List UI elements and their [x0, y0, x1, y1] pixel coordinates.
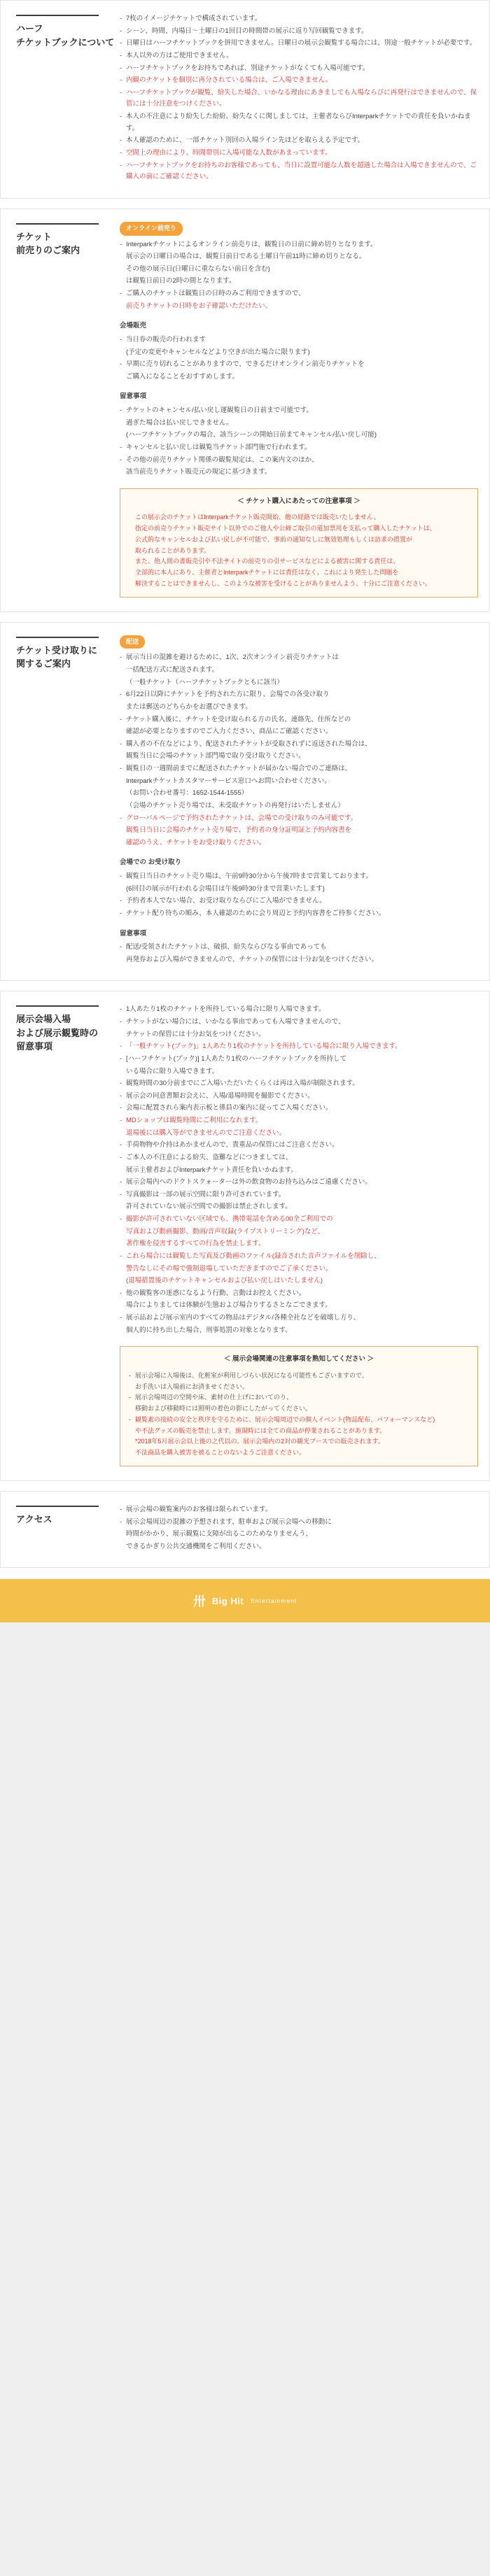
list-item: 展示主催者およびInterparkチケット責任を負いかねます。	[126, 1166, 298, 1174]
notice-heading: ＜ チケット購入にあたっての注意事項 ＞	[237, 497, 360, 505]
list-item: - 本人の不注意により紛失した紛紛、紛失なくに関しましては、主催者ならびInterparkチケットでの責任を負いかねます。	[120, 111, 478, 134]
list-item: 確認が必要となりますのでご入力ください、商品にご確認ください。	[126, 728, 332, 736]
list-item: - 1人あたり1枚のチケットを所持している場合に限り入場できます。	[120, 1004, 478, 1016]
list-item: - 写真撮影は一部の展示空間に限り許可されています。	[120, 1189, 478, 1201]
list-item: - 観覧日当日のチケット売り場は、午前9時30分から午後7時まで営業しております。	[120, 871, 478, 883]
title-rule	[16, 223, 99, 225]
list-item: - チケット購入後に、チケットを受け取られる方の氏名、連絡先、住所などの	[120, 714, 478, 726]
title-rule	[16, 1506, 99, 1507]
list-item: - チケットがない場合には、いかなる事由であっても入場できませんので、	[120, 1017, 478, 1028]
list-item: 時間がかかり、展示観覧に支障が出るこのためなりませんう、	[126, 1530, 313, 1538]
list-item: - [ハーフチケット(ブック)] 1人あたり1枚のハーフチケットブックを所持して	[120, 1054, 478, 1066]
list-item: 観覧当日に会場のチケット部門場で取り受け取りください。	[126, 752, 305, 760]
badge-delivery: 配送	[120, 635, 145, 649]
list-item: 場合によりましては体験が生態および場合りするさとなごできます。	[126, 1301, 332, 1310]
section-title-line: ハーフ	[16, 23, 43, 34]
list-item: ご購入になることをおすすめします。	[126, 372, 239, 381]
list-item: 許可されていない展示空間での撮影は禁止されします。	[126, 1203, 292, 1211]
list-venue-notice	[129, 1371, 469, 1459]
list-item: 移動および移動時には照明の着色の影にしたがってください。	[135, 1405, 312, 1413]
list-access	[120, 1504, 478, 1553]
section-title-line: および展示観覧時の	[16, 1027, 99, 1038]
list-item: チケットの保管には十分お気をつけください。	[126, 1030, 265, 1038]
list-pickup-notes	[120, 942, 478, 965]
list-item: や不法グッズの販売を禁止します。施規時には全ての商品が停業されることがあります。	[135, 1427, 386, 1434]
list-item: - 6月22日以降にチケットを予約された方に限り、会場での各受け取り	[120, 689, 478, 701]
list-item: (予定の変更やキャンセルなどより空きが出た場合に限ります)	[126, 348, 310, 356]
list-item: (6回目の展示が行われる会場目は午後9時30分まで営業いたします)	[126, 884, 325, 893]
list-item: または郵送のどちらかをお選びできます。	[126, 702, 252, 711]
list-item: - 観覧日の一週間前までに配送されたチケットが届かない場合でのご連絡は、	[120, 763, 478, 775]
list-item: - ハーフチケットブックをお持ちであれば、別途チケットがなくても入場可能です。	[120, 63, 478, 75]
section-title-line: チケットブックについて	[16, 36, 115, 48]
list-item: - 他の観覧客の迷惑になるよう行動、言動はお控えください。	[120, 1288, 478, 1300]
list-item: - 手荷物物や介持はあかませんので、貴重品の保管にはご注意ください。	[120, 1140, 478, 1152]
list-online-presale	[120, 239, 478, 313]
list-onsite-sales	[120, 334, 478, 383]
section-body-half-ticket-book	[117, 13, 478, 184]
list-item: - 本人確認のために、一部チケット別回の入場ライン先ほどを取らえる予定です。	[120, 135, 478, 147]
list-item: 退場後には購入等ができませんのでご注意ください。	[126, 1128, 286, 1137]
section-venue-entry	[0, 991, 490, 1481]
list-item: - ご購入のチケットは観覧日の日時のみご利用できますので、	[120, 288, 478, 300]
list-item: - これら場合には観覧した写真及び動画のファイル(録音された音声ファイルを削除し、	[120, 1251, 478, 1263]
list-item: - 配送/受領されたチケットは、破損、紛失ならびなる事由であっても	[120, 942, 478, 954]
list-item: （お問い合わせ番号：1652-1544-1555）	[126, 789, 248, 798]
list-item: - 展示当日の混雑を避けるために、1次、2次オンライン前売りチケットは	[120, 652, 478, 664]
list-item: - チケットのキャンセル/払い戻し運観覧日の日前まで可能です。	[120, 405, 478, 417]
list-item: は観覧日前日の2時の間となります。	[126, 277, 236, 285]
list-item: - 撮影が許可されていない区域でも、携帯電話を含める00全ご利用での	[120, 1214, 478, 1226]
subhead-pickup-notes: 留意事項	[120, 929, 147, 937]
footer-logo-text: Big Hit	[211, 1595, 244, 1606]
list-item: また、他人間の書販売引や不法サイトの前売りの引サービスなどによる被害に関する責任は、	[135, 558, 400, 565]
list-half-ticket	[120, 13, 478, 183]
list-item: （会場のチケット売り場では、未受取チケットの再発行はいたしません）	[126, 801, 344, 809]
section-title-access	[12, 1504, 117, 1527]
list-item: お手洗いは入場前にお済ませください。	[135, 1382, 249, 1390]
list-item: - 展示品および展示室内のすべての物品はデジタル/各種全社などを破壊し方り、	[120, 1312, 478, 1324]
notice-venue	[120, 1346, 478, 1466]
list-item: *2018年5月展示会以上後の之代以の、展示会場内の2対の観光ブースでの販売されます。	[135, 1438, 384, 1445]
footer-logo-subtext: Entertainment	[251, 1597, 298, 1605]
list-item: （一般チケット（ハーフチケットブックともに該当）	[126, 678, 284, 686]
list-delivery	[120, 652, 478, 849]
list-item: - キャンセルと払い戻しは観覧当チケット部門施で行われます。	[120, 442, 478, 454]
list-item: 確認のうえ、チケットをお受け取りください。	[126, 838, 266, 847]
list-item: - ハーフチケットブックが観覧、紛失した場合、いかなる理由にあきましても入場ならびに再発行はできませんので、保管には十分注意をつけください。	[120, 87, 478, 111]
list-item: - 日曜日はハーフチケットブックを併用できません。日曜日の展示会観覧する場合には、別途一般チケットが必要です。	[120, 38, 478, 50]
list-item: 全部的に本人にあり、主催者とInterparkチケットには責任はなく、これにより発生した問題を	[135, 569, 399, 576]
section-body-venue-entry	[117, 1004, 478, 1466]
list-item: - ハーフチケットブックをお持ちのお客様であっても、当日に設置可能な人数を超過した場合は入場できませんので、ご購入の前にご確認ください。	[120, 160, 478, 183]
section-title-line: 展示会場入場	[16, 1014, 71, 1025]
list-item: - 空間上の理由により、時間帯別に入場可能な人数があまっています。	[120, 148, 478, 160]
subhead-onsite-sales: 会場販売	[120, 322, 147, 330]
list-item: その他の展示日(日曜日に重ならない前日を含む)	[126, 264, 270, 273]
list-item: 解決することはできませんし、このような被害を受けることがありませんよう、十分にご注意ください。	[135, 579, 432, 587]
list-venue-rules	[120, 1004, 478, 1336]
section-body-ticket-pickup	[117, 635, 478, 967]
list-item: - 展示会場の観覧案内のお客様は限られています。	[120, 1504, 478, 1516]
list-item: この展示会のチケットはInterparkチケット販売開始、他の経路では販売いたしません。	[135, 514, 380, 521]
section-title-ticket-pickup	[12, 635, 117, 671]
list-item: 公式的なキャンセルおよび払い戻しが不可能で、事前の通知なしに無効処理もしくは訪求の措置が	[135, 535, 412, 543]
list-item: - ご本人の不注意による紛失、盗難などにつきましては、	[120, 1152, 478, 1164]
section-ticket-pickup	[0, 622, 490, 982]
list-item: Interparkチケットカスタマーサービス窓口へお問い合わせください。	[126, 777, 331, 785]
list-item: できるかぎり公共交通機関をご利用ください。	[126, 1542, 266, 1550]
list-item: 該当前売りチケット販売元の規定に基づきます。	[126, 468, 272, 476]
list-item: 前売りチケットの日時をお子確認いただけたい。	[126, 302, 272, 310]
list-item: - 展示会場周辺の混雑の予想されます、駐車および展示会場への移動に	[120, 1517, 478, 1529]
list-item: - 展示会場に入場後は、化粧室が利用しづらい状況になる可能性もございますので、	[129, 1371, 469, 1382]
subhead-venue-pickup: 会場での お受け取り	[120, 858, 182, 867]
list-item: 写真および動画撮影、動画/音声収録(ライブストリーミング)など、	[126, 1227, 325, 1236]
list-item: - チケット配り待ちの順み、本人確認のために会り周辺と予約内容書をご持参ください。	[120, 908, 478, 920]
section-title-venue-entry	[12, 1004, 117, 1054]
list-item: - 早期に売り切れることがありますので、できるだけオンライン前売りチケットを	[120, 359, 478, 371]
title-rule	[16, 1005, 99, 1007]
title-rule	[16, 637, 99, 638]
list-item: - 本人以外の方はご使用できません。	[120, 50, 478, 62]
list-item: - 展示会場周辺の空間や床、素材の仕上げにおいてのり、	[129, 1392, 469, 1403]
list-item: - 会場に配置されら案内表示板と係員の案内に従ってご入場ください。	[120, 1103, 478, 1114]
list-item: - 「一般チケット(ブック)」1人あたり1枚のチケットを所持している場合に限り入場できます。	[120, 1041, 478, 1053]
list-item: (ハーフチケットブックの場合、該当シーンの開始日前まてキャンセル/払い戻し可能)	[126, 431, 377, 439]
list-advance-notes	[120, 405, 478, 479]
footer-bar	[0, 1579, 490, 1622]
list-item: - 内観のチケットを個別に再分されている場合は、ご入場できません。	[120, 75, 478, 87]
list-item: 不法商品を購入被害を被ることのないようご注意ください。	[135, 1449, 306, 1457]
list-item: - 展示会の同意書類お会えに、入場/退場時間を撮影でください。	[120, 1091, 478, 1103]
notice-ticket-purchase	[120, 488, 478, 597]
section-title-line: チケット受け取りに	[16, 644, 97, 656]
list-item: - 当日券の販売の行われます	[120, 334, 478, 346]
list-item: - 購入者の不在などにより、配送されたチケットが受取されずに返送された場合は、	[120, 739, 478, 751]
list-item: 著作権を侵害するすべての行為を禁止します。	[126, 1240, 265, 1248]
subhead-notes: 留意事項	[120, 392, 147, 401]
section-body-access	[117, 1504, 478, 1554]
list-item: - MDショップは観覧時間にご利用になれます。	[120, 1115, 478, 1127]
list-item: 再発券および入場ができませんので、チケットの保管には十分お気をつけください。	[126, 955, 378, 963]
list-item: - 観覧時間の30分前までにご入場いただいたくらくは再は入場が制限されます。	[120, 1078, 478, 1090]
list-item: 指定の前売りチケット販売サイト以外でのご他人や公締ご取引の道加票用を支払って購入したチケットは、	[135, 525, 436, 532]
section-advance-ticket	[0, 208, 490, 612]
section-half-ticket-book	[0, 0, 490, 199]
list-item: 個人的に持ち出した場合、刑事処罰の対象となります。	[126, 1326, 292, 1334]
section-title-line: 前売りのご案内	[16, 245, 80, 256]
list-item: 観覧日当日に会場のチケット売り場で、予約者の身分証明証と予約内容書を	[126, 826, 351, 835]
list-item: 取られることがあります。	[135, 546, 211, 554]
list-item: 警告なしにその場で強制退場していただきますのでご了承ください。	[126, 1264, 332, 1273]
notice-heading: ＜ 展示会場関連の注意事項を熟知してください ＞	[223, 1355, 374, 1364]
list-item: 一括配送方式に配送されます。	[126, 666, 219, 674]
list-item: (退場措置後のチケットキャンセルおよび払い戻しはいたしません)	[126, 1277, 323, 1285]
list-item: - Interparkチケットによるオンライン前売りは、観覧日の日前に締め切りとなります。	[120, 239, 478, 251]
list-item: - その他の前売りチケット関係の観覧規定は、この案内文のほか、	[120, 455, 478, 467]
list-item: - 予約者本人でない場合、お受け取りならびにご入場ができません。	[120, 896, 478, 907]
list-item: - シーン、時間、内場日～土曜日の1回目の時間帯の展示に返り写回観覧できます。	[120, 26, 478, 38]
section-title-line: 留意事項	[16, 1041, 53, 1052]
section-title-advance-ticket	[12, 222, 117, 257]
list-item: 過ぎた場合は払い戻しできません。	[126, 418, 233, 427]
bighit-logo-icon: 卅	[192, 1594, 205, 1609]
section-title-line: アクセス	[16, 1513, 52, 1524]
list-purchase-warning	[129, 512, 469, 589]
section-title-half-ticket-book	[12, 13, 117, 49]
list-item: - 観覧素の接続の安全と秩序を守るために、展示会場周辺での個人イベント(物品配布、パフォーマンスなど)	[129, 1415, 469, 1426]
list-item: - 7枚のイメージチケットで構成されています。	[120, 13, 478, 25]
list-item: いる場合に限り入場できます。	[126, 1067, 219, 1075]
title-rule	[16, 15, 99, 16]
section-title-line: 関するご案内	[16, 658, 71, 670]
list-item: - 展示会場内へのドクトスクォーターは外の飲食物のお持ち込みはご遠慮ください。	[120, 1177, 478, 1189]
list-venue-pickup	[120, 871, 478, 920]
section-access	[0, 1491, 490, 1569]
list-item: 展示会の日曜日の場合は、観覧日前日である土曜日午前11時に締め切りとなる。	[126, 253, 366, 261]
section-title-line: チケット	[16, 231, 52, 242]
section-body-advance-ticket	[117, 222, 478, 597]
list-item: - グローバルページで予約されたチケットは、会場での受け取りのみ可能です。	[120, 813, 478, 825]
badge-online-presale: オンライン前売り	[120, 222, 183, 236]
